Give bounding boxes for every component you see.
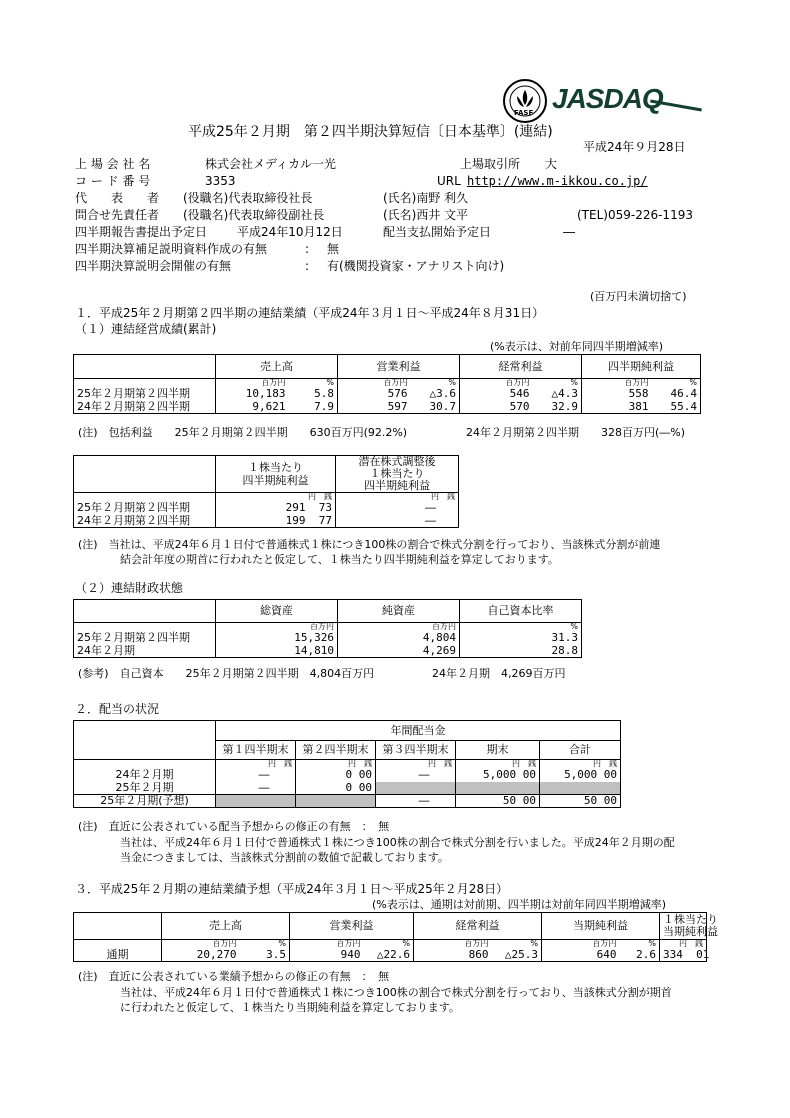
fasf-logo: [503, 79, 547, 123]
unit-million: 百万円: [290, 940, 364, 949]
cell-value: 2.6: [620, 949, 660, 962]
row-label: 24年２月期第２四半期: [74, 401, 216, 414]
cell-value: 4,804: [338, 632, 460, 645]
section3-pct-note: (%表示は、通期は対前期、四半期は対前年同四半期増減率): [372, 898, 667, 911]
cell-value: △4.3: [533, 388, 582, 401]
document-date: 平成24年９月28日: [583, 140, 686, 154]
dividend-note-2: 当社は、平成24年６月１日付で普通株式１株につき100株の割合で株式分割を行いました。平成24年２月期の配: [120, 836, 675, 849]
cell-value: 9,621: [216, 401, 289, 414]
table-row: [74, 645, 582, 658]
table-row: [74, 949, 707, 962]
comprehensive-income-note-2: 24年２月期第２四半期 328百万円(―%): [466, 426, 686, 439]
unit-percent: %: [533, 379, 582, 388]
header-q1: 第１四半期末: [216, 741, 296, 760]
cell-value: △25.3: [492, 949, 542, 962]
unit-million: 百万円: [542, 940, 620, 949]
eps-yen: 291: [285, 501, 306, 514]
header-q2: 第２四半期末: [296, 741, 376, 760]
url-label: URL: [437, 174, 461, 188]
unit-million: 百万円: [460, 379, 533, 388]
unit-million: 百万円: [414, 940, 492, 949]
cell-value: 10,183: [216, 388, 289, 401]
unit-percent: %: [620, 940, 660, 949]
unit-percent: %: [289, 379, 338, 388]
row-label: 25年２月期: [74, 782, 216, 795]
cell-value: 15,326: [216, 632, 338, 645]
cell-value: 381: [582, 401, 652, 414]
cell-value: △3.6: [411, 388, 460, 401]
cell-value: 46.4: [652, 388, 701, 401]
header-sales: 売上高: [162, 913, 290, 940]
cell-value: ―: [376, 769, 456, 782]
cell-value: 940: [290, 949, 364, 962]
forecast-note-1: (注) 直近に公表されている業績予想からの修正の有無 ： 無: [78, 970, 390, 983]
cell-value: 30.7: [411, 401, 460, 414]
unit-percent: %: [364, 940, 414, 949]
corner-cell: [74, 355, 216, 379]
header-ordinary-income: 経常利益: [414, 913, 542, 940]
cell-value: 3.5: [240, 949, 290, 962]
code-value: 3353: [205, 174, 236, 188]
table-row: [74, 795, 621, 808]
cell-value: 860: [414, 949, 492, 962]
header-net-income: 当期純利益: [542, 913, 660, 940]
operating-results-table: [73, 354, 701, 414]
header-total: 合計: [540, 741, 621, 760]
unit-yen-sen: 円 銭: [376, 760, 456, 769]
table-row: [74, 782, 621, 795]
cell-value: 0 00: [296, 782, 376, 795]
eps-header-2: 当期純利益: [663, 925, 718, 938]
cell-shaded: [456, 782, 540, 795]
cell-shaded: [216, 795, 296, 808]
report-date-label: 四半期報告書提出予定日: [75, 225, 208, 239]
diluted-eps: ―: [336, 502, 459, 515]
contact-name: (氏名)西井 文平: [383, 208, 469, 222]
cell-value: 546: [460, 388, 533, 401]
supplementary-value: 無: [327, 242, 340, 256]
header-sales: 売上高: [216, 355, 338, 379]
section1-sub1: （１）連結経営成績(累計): [75, 322, 217, 336]
eps-note-2: 結会計年度の期首に行われたと仮定して、１株当たり四半期純利益を算定しております。: [120, 553, 559, 566]
cell-value: ―: [376, 795, 456, 808]
diluted-eps: ―: [336, 515, 459, 528]
representative-title: (役職名)代表取締役社長: [183, 191, 313, 205]
cell-value: 576: [338, 388, 411, 401]
dividend-note-3: 当金につきましては、当該株式分割前の数値で記載しております。: [120, 851, 449, 864]
cell-value: 31.3: [460, 632, 582, 645]
diluted-eps-header-2: １株当たり: [369, 467, 425, 480]
report-date: 平成24年10月12日: [237, 225, 343, 239]
cell-shaded: [376, 782, 456, 795]
table-row: [74, 769, 621, 782]
comprehensive-income-note: (注) 包括利益 25年２月期第２四半期 630百万円(92.2%): [78, 426, 408, 439]
unit-yen-sen: 円 銭: [456, 760, 540, 769]
unit-yen-sen: 円 銭: [296, 760, 376, 769]
unit-million: 百万円: [582, 379, 652, 388]
header-year-end: 期末: [456, 741, 540, 760]
row-label: 25年２月期(予想): [74, 795, 216, 808]
table-row: [74, 632, 582, 645]
header-q3: 第３四半期末: [376, 741, 456, 760]
row-label: 24年２月期: [74, 645, 216, 658]
eps-header-1: １株当たり: [248, 461, 303, 474]
url-link[interactable]: http://www.m-ikkou.co.jp/: [467, 174, 648, 188]
cell-value: 558: [582, 388, 652, 401]
code-label: コ ー ド 番 号: [75, 174, 151, 188]
eps-note-1: (注) 当社は、平成24年６月１日付で普通株式１株につき100株の割合で株式分割を行っており、当該株式分割が前連: [78, 538, 661, 551]
cell-value: 5,000 00: [456, 769, 540, 782]
cell-value: 570: [460, 401, 533, 414]
row-label: 24年２月期第２四半期: [74, 515, 216, 528]
unit-yen-sen: 円 銭: [216, 760, 296, 769]
cell-value: ―: [216, 782, 296, 795]
section2-title: ２．配当の状況: [75, 702, 160, 716]
jasdaq-logo: JASDAQ: [552, 83, 663, 114]
header-equity-ratio: 自己資本比率: [460, 600, 582, 623]
dividend-note-1: (注) 直近に公表されている配当予想からの修正の有無 ： 無: [78, 820, 390, 833]
row-label: 通期: [74, 949, 162, 962]
cell-value: 597: [338, 401, 411, 414]
document-title: 平成25年２月期 第２四半期決算短信〔日本基準〕(連結): [188, 124, 553, 140]
reference-note-2: 24年２月期 4,269百万円: [432, 667, 566, 680]
representative-label: 代 表 者: [75, 191, 160, 205]
rounding-note: (百万円未満切捨て): [590, 290, 687, 303]
row-label: 25年２月期第２四半期: [74, 388, 216, 401]
briefing-colon: :: [305, 259, 310, 273]
contact-title: (役職名)代表取締役副社長: [183, 208, 325, 222]
cell-value: △22.6: [364, 949, 414, 962]
eps-sen: 01: [696, 947, 710, 961]
eps-sen: 77: [318, 513, 332, 527]
header-net-assets: 純資産: [338, 600, 460, 623]
dividend-date: ―: [563, 225, 575, 239]
header-total-assets: 総資産: [216, 600, 338, 623]
header-net-income: 四半期純利益: [582, 355, 701, 379]
section3-title: ３．平成25年２月期の連結業績予想（平成24年３月１日～平成25年２月28日）: [75, 882, 509, 896]
company-name-label: 上 場 会 社 名: [75, 157, 151, 171]
forecast-table: [73, 912, 718, 962]
cell-value: ―: [216, 769, 296, 782]
eps-header-2: 四半期純利益: [242, 474, 309, 487]
reference-note: (参考) 自己資本 25年２月期第２四半期 4,804百万円: [78, 667, 375, 680]
dividends-table: [73, 720, 621, 808]
eps-header-1: １株当たり: [663, 913, 718, 926]
table-row: [74, 502, 459, 515]
eps-table: [73, 455, 459, 528]
annual-dividend-header: 年間配当金: [216, 721, 621, 741]
supplementary-colon: :: [305, 242, 310, 256]
contact-label: 問合せ先責任者: [75, 208, 160, 222]
cell-value: 55.4: [652, 401, 701, 414]
cell-value: 14,810: [216, 645, 338, 658]
representative-name: (氏名)南野 利久: [383, 191, 469, 205]
unit-yen-sen: 円 銭: [540, 760, 621, 769]
unit-yen-sen: 円 銭: [660, 940, 707, 949]
contact-tel: (TEL)059-226-1193: [577, 208, 693, 222]
unit-percent: %: [460, 623, 582, 632]
unit-yen-sen: 円 銭: [216, 493, 336, 502]
cell-shaded: [540, 782, 621, 795]
exchange-label: 上場取引所: [460, 157, 521, 171]
eps-sen: 73: [318, 501, 332, 514]
unit-percent: %: [411, 379, 460, 388]
unit-million: 百万円: [338, 623, 460, 632]
cell-value: 50 00: [540, 795, 621, 808]
fasf-text: FASF: [514, 109, 534, 117]
cell-value: 28.8: [460, 645, 582, 658]
table-row: [74, 401, 701, 414]
unit-million: 百万円: [216, 379, 289, 388]
cell-value: 0 00: [296, 769, 376, 782]
cell-value: 32.9: [533, 401, 582, 414]
unit-percent: %: [240, 940, 290, 949]
row-label: 25年２月期第２四半期: [74, 502, 216, 515]
forecast-note-2: 当社は、平成24年６月１日付で普通株式１株につき100株の割合で株式分割を行っており、当該株式分割が期首: [120, 986, 672, 999]
row-label: 24年２月期: [74, 769, 216, 782]
company-name: 株式会社メディカル一光: [205, 157, 337, 171]
unit-percent: %: [492, 940, 542, 949]
briefing-value: 有(機関投資家・アナリスト向け): [327, 259, 505, 273]
eps-yen: 199: [285, 513, 306, 527]
diluted-eps-header-3: 四半期純利益: [364, 479, 430, 492]
header-operating-income: 営業利益: [290, 913, 414, 940]
diluted-eps-header-1: 潜在株式調整後: [358, 455, 436, 468]
unit-million: 百万円: [216, 623, 338, 632]
header-ordinary-income: 経常利益: [460, 355, 582, 379]
unit-percent: %: [652, 379, 701, 388]
dividend-date-label: 配当支払開始予定日: [383, 225, 492, 239]
row-label: 25年２月期第２四半期: [74, 632, 216, 645]
cell-value: 5.8: [289, 388, 338, 401]
eps-yen: 334: [663, 947, 683, 961]
exchange-value: 大: [545, 157, 558, 171]
briefing-label: 四半期決算説明会開催の有無: [75, 259, 232, 273]
cell-value: 640: [542, 949, 620, 962]
unit-million: 百万円: [338, 379, 411, 388]
unit-million: 百万円: [162, 940, 240, 949]
forecast-note-3: に行われたと仮定して、１株当たり当期純利益を算定しております。: [120, 1001, 460, 1014]
section1-pct-note: (%表示は、対前年同四半期増減率): [490, 340, 664, 353]
table-row: [74, 515, 459, 528]
cell-value: 50 00: [456, 795, 540, 808]
cell-value: 7.9: [289, 401, 338, 414]
unit-yen-sen: 円 銭: [336, 493, 459, 502]
financial-position-table: [73, 599, 582, 658]
supplementary-label: 四半期決算補足説明資料作成の有無: [75, 242, 268, 256]
header-operating-income: 営業利益: [338, 355, 460, 379]
cell-value: 5,000 00: [540, 769, 621, 782]
section1-title: １．平成25年２月期第２四半期の連結業績（平成24年３月１日～平成24年８月31日）: [75, 306, 545, 320]
cell-value: 4,269: [338, 645, 460, 658]
section1-sub2: （２）連結財政状態: [75, 581, 184, 595]
cell-value: 20,270: [162, 949, 240, 962]
table-row: [74, 388, 701, 401]
cell-shaded: [296, 795, 376, 808]
